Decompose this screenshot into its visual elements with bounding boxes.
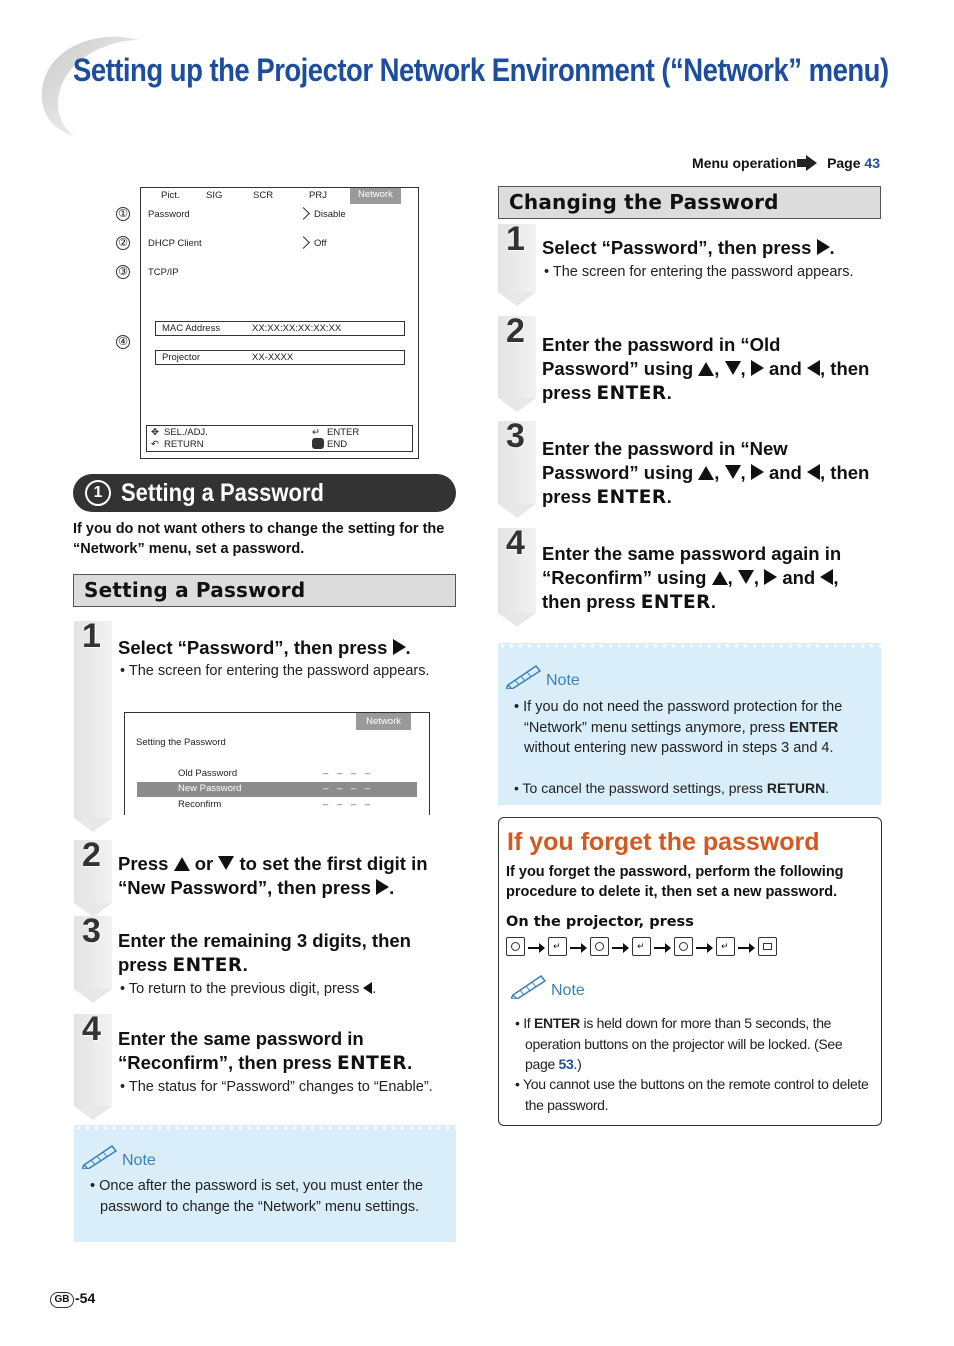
page-link[interactable]: 43 [864,155,880,171]
c-step3-title: Enter the password in “New Password” using , , and , then press ENTER. [542,438,870,508]
page-link[interactable]: 53 [558,1056,574,1072]
forgot-password-box [498,817,882,1126]
forgot-password-title: If you forget the password [507,828,820,856]
password-value: Disable [299,209,346,220]
pencil-icon [511,973,547,999]
page-title: Setting up the Projector Network Environment (“Network” menu) [73,52,889,88]
forget-note-1: • If ENTER is held down for more than 5 seconds, the operation buttons on the projector will be locked. (See page 53.) [515,1015,843,1072]
forgot-password-intro: If you forget the password, perform the following procedure to delete it, then set a new password. [506,864,844,900]
menu-button-icon [590,937,609,956]
projector-name-box: Projector XX-XXXX [155,350,405,365]
menu-button-icon [506,937,525,956]
tab-sig: SIG [206,190,223,201]
adjust-arrow-icon [297,207,310,220]
page-number: GB -54 [50,1290,95,1308]
enter-button-icon: ↵ [716,937,735,956]
tcpip-label: TCP/IP [148,267,179,278]
enter-button-icon: ↵ [632,937,651,956]
step-marker-4: 4 [74,1014,112,1106]
dhcp-value: Off [299,238,327,249]
step-marker-2: 2 [74,840,112,903]
subheading-changing-password: Changing the Password [498,186,881,219]
step-marker-3: 3 [74,916,112,989]
section1-intro: If you do not want others to change the setting for the “Network” menu, set a password. [73,521,445,557]
c-step1-title: Select “Password”, then press . [542,237,835,258]
step3-sub: • To return to the previous digit, press . [120,981,377,997]
on-projector-label: On the projector, press [506,914,694,930]
step2-title: Press or to set the first digit in “New Password”, then press . [118,853,428,898]
section-number: 1 [85,480,111,506]
forget-note-2: • You cannot use the buttons on the remote control to delete the password. [515,1076,869,1113]
step-marker-c3: 3 [498,421,536,504]
network-menu-screen [140,187,419,459]
enter-button-icon: ↵ [548,937,567,956]
up-arrow-icon [174,857,190,871]
step-marker-c2: 2 [498,316,536,398]
screen-footer-guide: ✥ SEL./ADJ. ↶ RETURN ↵ ENTER END [146,425,413,452]
menu-tabs [141,188,403,204]
step-marker-c4: 4 [498,528,536,613]
note-left [74,1125,456,1242]
callout-4: ④ [116,335,130,349]
note-heading: Note [82,1143,156,1170]
section-banner-setting-password: 1 Setting a Password [73,474,456,512]
c-step1-sub: • The screen for entering the password appears. [544,264,854,280]
tab-scr: SCR [253,190,274,201]
reconfirm-row: Reconfirm – – – – [178,799,374,810]
password-label: Password [148,209,190,220]
c-step2-title: Enter the password in “Old Password” using , , and , then press ENTER. [542,334,870,404]
callout-3: ③ [116,265,130,279]
tab-network: Network [356,713,411,730]
step3-title: Enter the remaining 3 digits, then press ENTER. [118,930,411,976]
adjust-arrow-icon [297,236,310,249]
note-right [498,643,881,805]
old-password-row: Old Password – – – – [178,768,374,779]
end-icon [312,438,324,449]
return-icon: ↶ [151,439,159,450]
forget-note-heading: Note [511,973,585,1000]
new-password-row: New Password – – – – [137,782,417,797]
right-arrow-icon [806,155,817,171]
enter-icon: ↵ [312,427,320,438]
right-arrow-icon [817,239,830,255]
tab-prj: PRJ [309,190,327,201]
c-step4-title: Enter the same password again in “Reconfirm” using , , and , then press ENTER. [542,543,842,613]
callout-1: ① [116,207,130,221]
step4-sub: • The status for “Password” changes to “Enable”. [120,1079,433,1095]
pencil-icon [82,1143,118,1169]
step1-sub: • The screen for entering the password appears. [120,663,430,679]
tab-pict: Pict. [161,190,180,201]
step4-title: Enter the same password in “Reconfirm”, then press ENTER. [118,1028,413,1074]
tab-network: Network [350,188,401,204]
step1-title: Select “Password”, then press . [118,637,411,658]
menu-button-icon [674,937,693,956]
right-arrow-icon [393,639,406,655]
screen-heading: Setting the Password [136,737,226,748]
select-adjust-icon: ✥ [151,427,159,438]
note-text: • Once after the password is set, you must enter the password to change the “Network” menu settings. [90,1178,424,1215]
password-entry-screen [124,712,430,815]
step-marker-c1: 1 [498,224,536,292]
dhcp-label: DHCP Client [148,238,202,249]
step-marker-1: 1 [74,621,112,818]
right-arrow-icon [376,879,389,895]
down-arrow-icon [218,856,234,870]
pencil-icon [506,663,542,689]
mac-address-box: MAC Address XX:XX:XX:XX:XX:XX [155,321,405,336]
region-badge: GB [50,1292,74,1308]
note-text-2: • To cancel the password settings, press RETURN. [514,780,830,796]
note-text-1: • If you do not need the password protection for the “Network” menu settings anymore, press ENTER without entering new password in steps 3 and 4. [514,699,843,756]
left-arrow-icon [363,982,372,994]
subheading-setting-password: Setting a Password [73,574,456,607]
callout-2: ② [116,236,130,250]
return-button-icon [758,937,777,956]
menu-operation-reference: Menu operation Page 43 [692,155,880,171]
note-heading: Note [506,663,580,690]
